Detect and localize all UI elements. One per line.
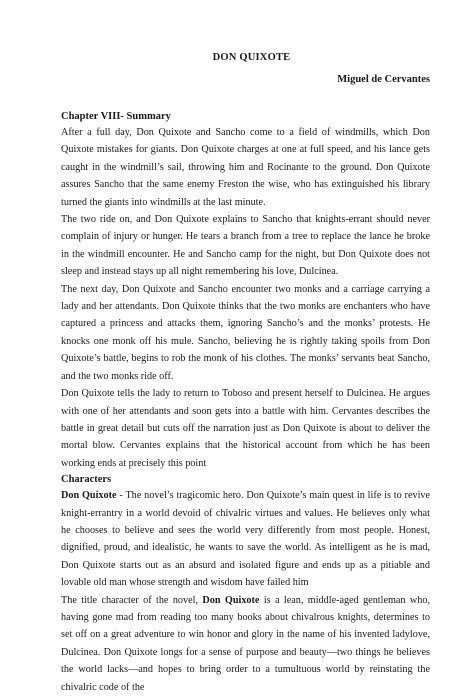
summary-paragraph: The two ride on, and Don Quixote explains to Sancho that knights-errant should never complain of injury or hunger. He tears a branch from a tree to replace the lance he broke in the windmill encounter. He and Sancho camp for the night, but Don Quixote does not sleep and instead stays up all night remembering his love, Dulcinea. [61, 214, 430, 278]
character-description: - The novel’s tragicomic hero. Don Quixote’s main quest in life is to revive knight-errantry in a world devoid of chivalric virtues and values. He believes only what he chooses to believe and sees the world very differently from most people. Honest, dignified, proud, and idealistic, he wants to save the world. As intelligent as he is mad, Don Quixote starts out as an absurd and isolated figure and ends up as a pitiable and lovable old man whose strength and wisdom have failed him [61, 490, 431, 589]
character-name: Don Quixote [61, 490, 117, 502]
summary-paragraph: Don Quixote tells the lady to return to Toboso and present herself to Dulcinea. He argues with one of her attendants and soon gets into a battle with him. Cervantes describes the battle in great detail but cuts off the narration just as Don Quixote is about to deliver the mortal blow. Cervantes explains that the historical account from which he has been working ends at precisely this point [61, 388, 430, 469]
summary-heading: Chapter VIII- Summary [61, 111, 171, 122]
character-lead-text: The title character of the novel, [61, 594, 203, 606]
summary-paragraph: After a full day, Don Quixote and Sancho come to a field of windmills, which Don Quixote mistakes for giants. Don Quixote charges at one at full speed, and his lance gets caught in the windmill’s sail, throwing him and Rocinante to the ground. Don Quixote assures Sancho that the same enemy Freston the wise, who has extinguished his library turned the giants into windmills at the last minute. [61, 127, 430, 208]
document-title: DON QUIXOTE [212, 52, 291, 63]
characters-heading: Characters [61, 474, 112, 486]
character-entry [61, 592, 430, 696]
character-entry [61, 487, 430, 591]
character-name: Don Quixote [202, 594, 260, 606]
character-description: is a lean, middle-aged gentleman who, having gone mad from reading too many books about chivalrous knights, determines to set off on a great adventure to win honor and glory in the name of his invented ladylove, Dulcinea. Don Quixote longs for a sense of purpose and beauty—two things he believes the world lacks—and hopes to bring order to a tumultuous world by reinstating the chivalric code of the [61, 594, 430, 693]
summary-paragraph: The next day, Don Quixote and Sancho encounter two monks and a carriage carrying a lady and her attendants. Don Quixote thinks that the two monks are enchanters who have captured a princess and attacks them, ignoring Sancho’s and the monks’ protests. He knocks one monk off his mule. Sancho, believing he is rightly taking spoils from Don Quixote’s battle, begins to rob the monk of his clothes. The monks’ servants beat Sancho, and the two monks ride off. [61, 283, 430, 382]
document-author: Miguel de Cervantes [337, 74, 430, 85]
